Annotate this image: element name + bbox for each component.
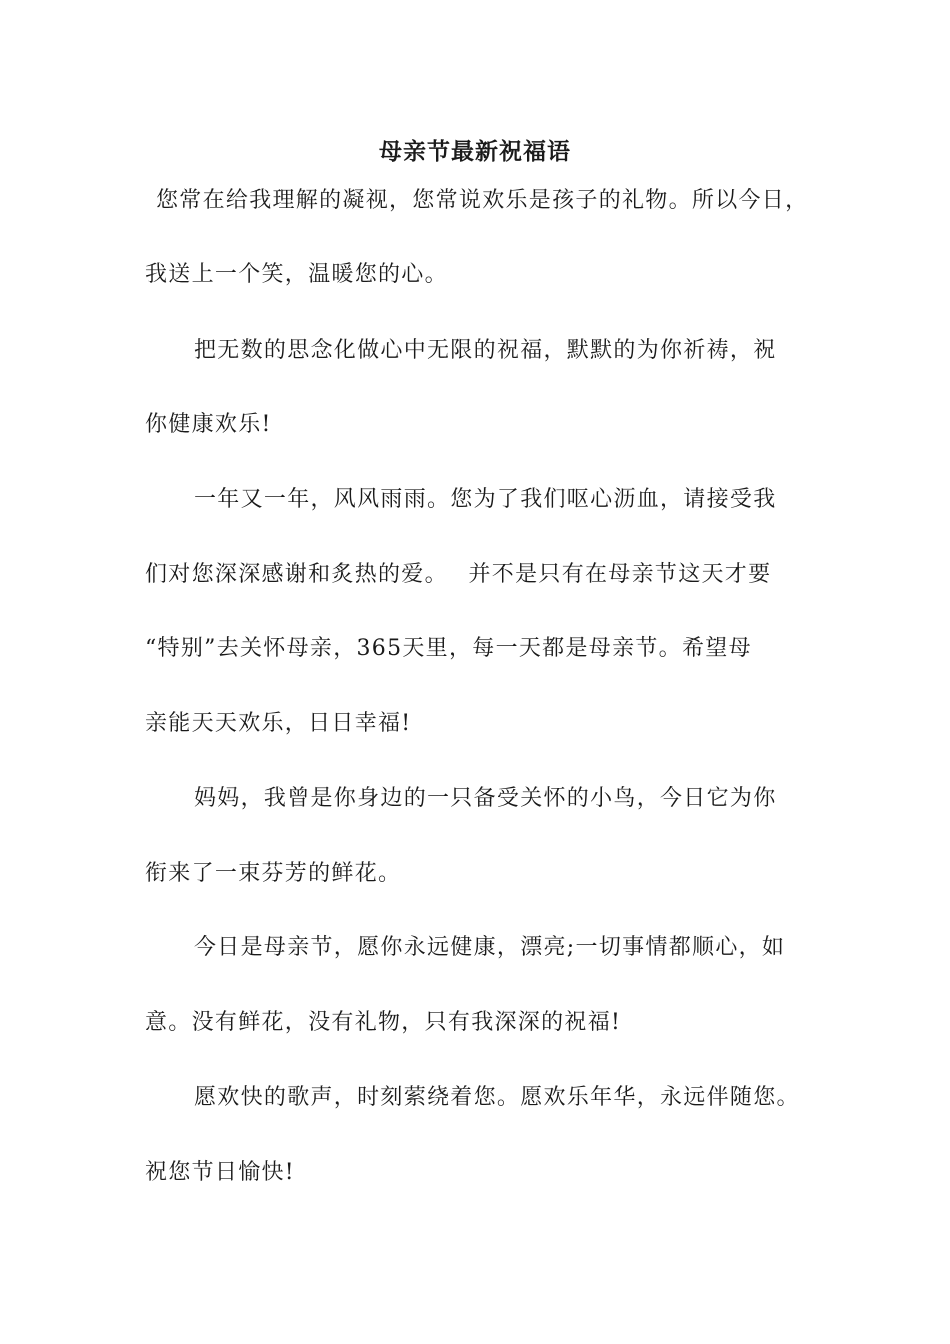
document-title: 母亲节最新祝福语 [379, 138, 571, 165]
paragraph-3-line-2: 们对您深深感谢和炙热的爱。 并不是只有在母亲节这天才要 [145, 562, 772, 587]
paragraph-6-line-1: 愿欢快的歌声，时刻萦绕着您。愿欢乐年华，永远伴随您。 [194, 1085, 800, 1110]
paragraph-4-line-1: 妈妈，我曾是你身边的一只备受关怀的小鸟，今日它为你 [194, 786, 777, 811]
paragraph-3-line-1: 一年又一年，风风雨雨。您为了我们呕心沥血，请接受我 [194, 487, 777, 512]
paragraph-5-line-2: 意。没有鲜花，没有礼物，只有我深深的祝福! [145, 1010, 622, 1035]
paragraph-3-line-4: 亲能天天欢乐，日日幸福! [145, 711, 412, 736]
paragraph-6-line-2: 祝您节日愉快! [145, 1160, 295, 1185]
paragraph-2-line-1: 把无数的思念化做心中无限的祝福，默默的为你祈祷，祝 [194, 338, 777, 363]
paragraph-1-line-2: 我送上一个笑，温暖您的心。 [145, 262, 448, 287]
paragraph-1-line-1: 您常在给我理解的凝视，您常说欢乐是孩子的礼物。所以今日， [156, 188, 809, 213]
paragraph-5-line-1: 今日是母亲节，愿你永远健康，漂亮;一切事情都顺心，如 [194, 935, 786, 960]
paragraph-2-line-2: 你健康欢乐! [145, 412, 272, 437]
paragraph-4-line-2: 衔来了一束芬芳的鲜花。 [145, 861, 402, 886]
paragraph-3-line-3: “特别”去关怀母亲，365天里，每一天都是母亲节。希望母 [145, 636, 752, 661]
